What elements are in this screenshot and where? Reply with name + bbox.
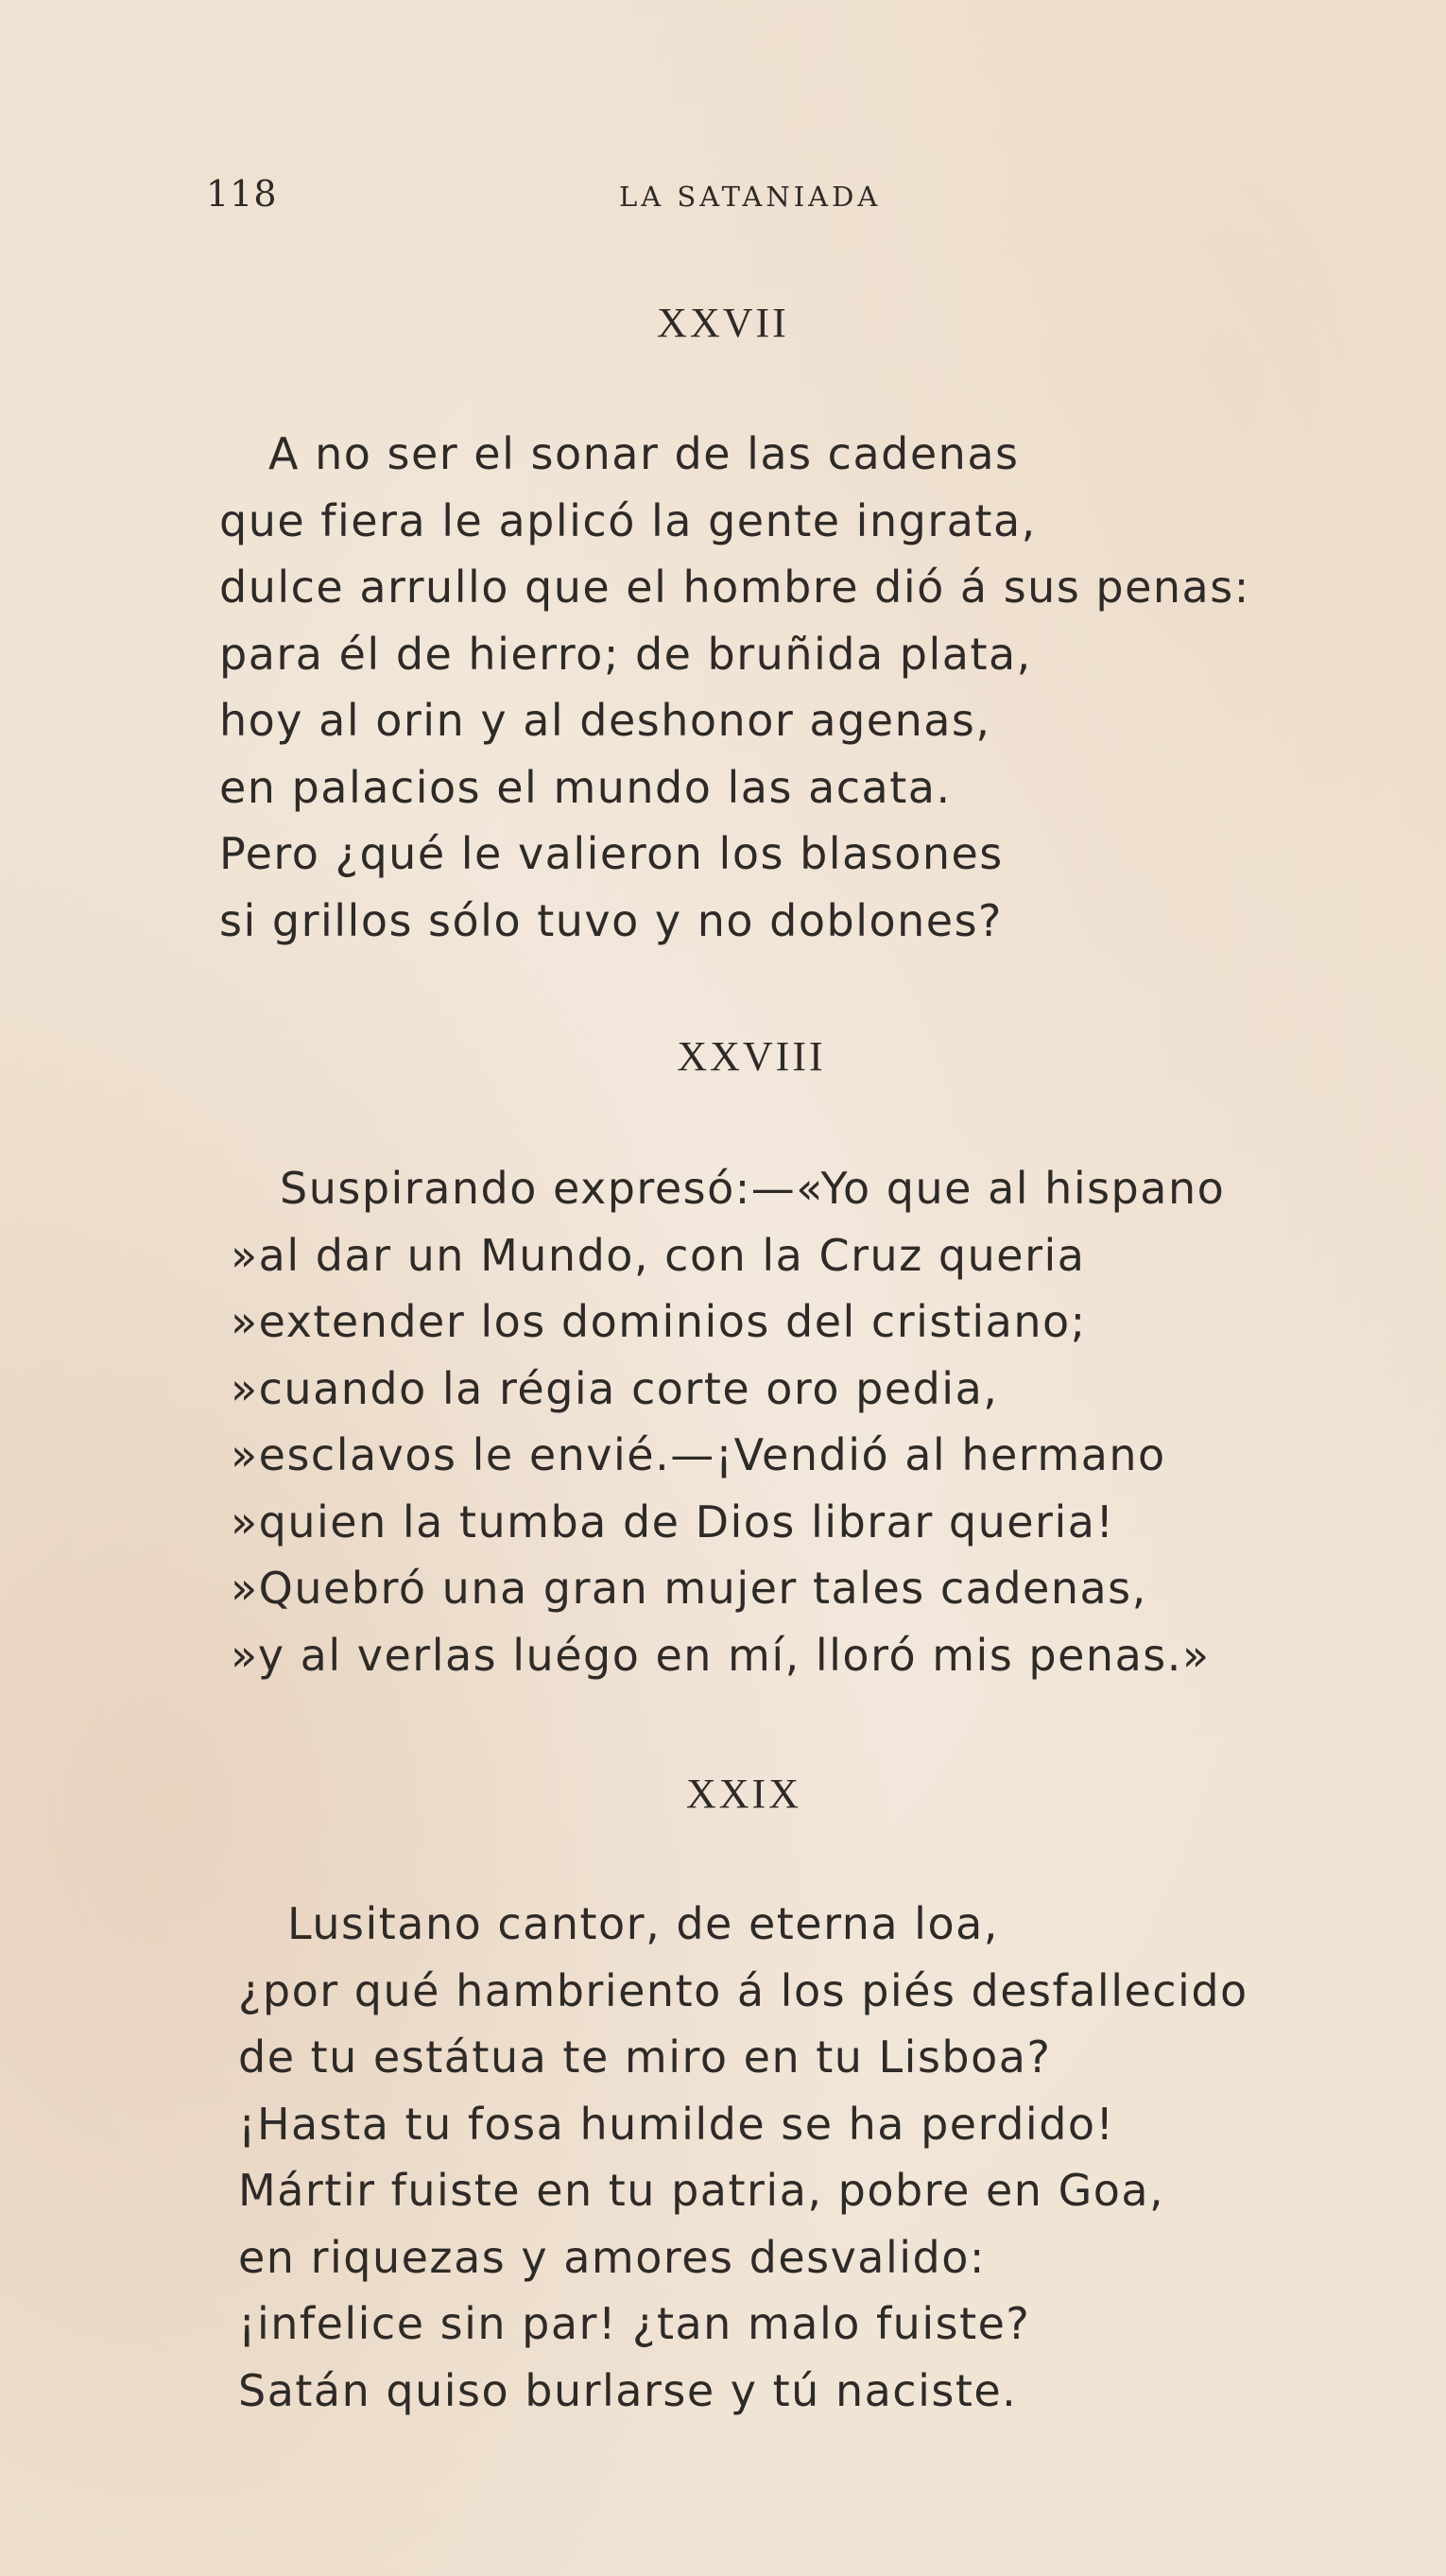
verse-line: ¿por qué hambriento á los piés desfallecido	[238, 1964, 1248, 2016]
verse-line: »al dar un Mundo, con la Cruz queria	[231, 1229, 1086, 1281]
stanza-number: XXIX	[686, 1771, 801, 1817]
stanza	[231, 1155, 1225, 1688]
verse-line: A no ser el sonar de las cadenas	[268, 428, 1020, 479]
verse-line: que fiera le aplicó la gente ingrata,	[219, 494, 1037, 546]
verse-line: »quien la tumba de Dios librar queria!	[231, 1495, 1115, 1547]
verse-line: »y al verlas luégo en mí, lloró mis penas.»	[231, 1629, 1211, 1681]
verse-line: Satán quiso burlarse y tú naciste.	[238, 2364, 1018, 2416]
verse-line: »Quebró una gran mujer tales cadenas,	[231, 1563, 1147, 1614]
verse-line: »extender los dominios del cristiano;	[231, 1296, 1087, 1347]
verse-line: si grillos sólo tuvo y no doblones?	[219, 894, 1003, 946]
verse-line: en palacios el mundo las acata.	[219, 761, 952, 813]
verse-line: »cuando la régia corte oro pedia,	[231, 1362, 999, 1414]
verse-line: Pero ¿qué le valieron los blasones	[219, 828, 1004, 879]
verse-line: de tu estátua te miro en tu Lisboa?	[238, 2031, 1052, 2083]
stanza-number: XXVII	[657, 300, 789, 346]
running-head	[0, 170, 1446, 217]
verse-line: dulce arrullo que el hombre dió á sus penas:	[219, 562, 1250, 613]
verse-line: ¡Hasta tu fosa humilde se ha perdido!	[238, 2098, 1115, 2150]
verse-line: Lusitano cantor, de eterna loa,	[287, 1898, 999, 1949]
verse-line: Mártir fuiste en tu patria, pobre en Goa,	[238, 2165, 1165, 2216]
verse-line: Suspirando expresó:—«Yo que al hispano	[280, 1163, 1226, 1214]
verse-line: »esclavos le envié.—¡Vendió al hermano	[231, 1429, 1166, 1480]
verse-line: para él de hierro; de bruñida plata,	[219, 628, 1032, 680]
verse-line: en riquezas y amores desvalido:	[238, 2231, 986, 2283]
verse-line: ¡infelice sin par! ¿tan malo fuiste?	[238, 2298, 1031, 2349]
running-title: LA SATANIADA	[619, 181, 882, 213]
page-number: 118	[206, 173, 278, 215]
stanza	[238, 1891, 1248, 2424]
stanza	[219, 421, 1250, 954]
verse-line: hoy al orin y al deshonor agenas,	[219, 695, 991, 746]
stanza-number: XXVIII	[677, 1033, 826, 1080]
